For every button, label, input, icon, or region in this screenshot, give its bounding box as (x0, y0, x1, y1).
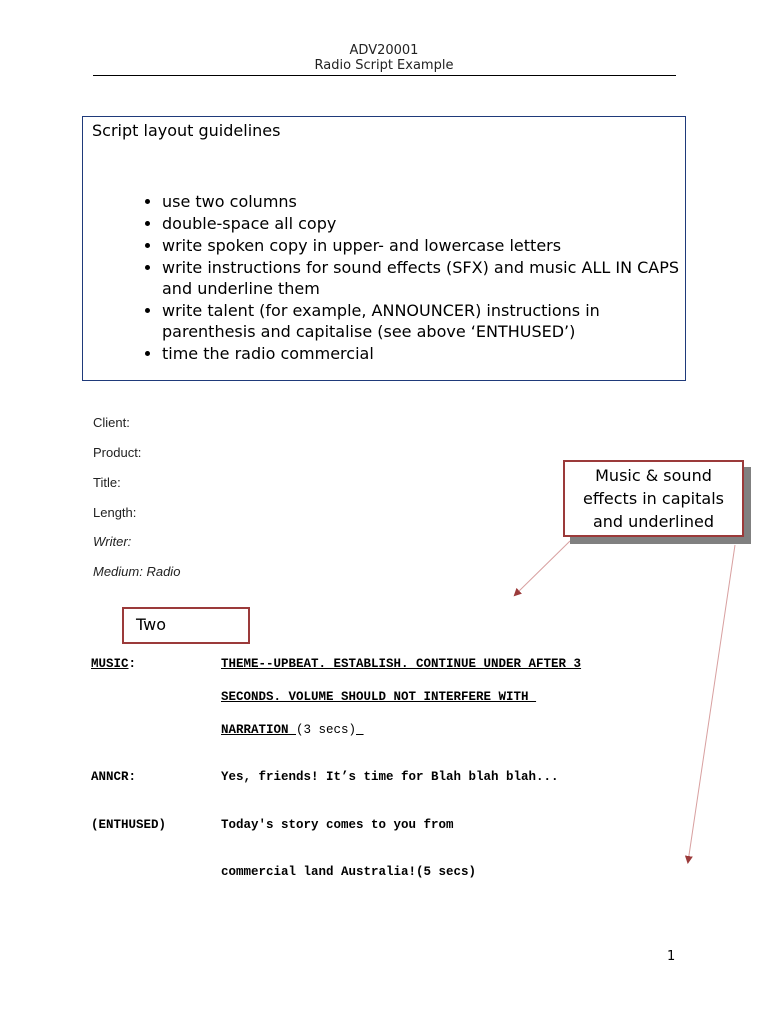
product-label: Product: (93, 445, 142, 460)
callout-line: effects in capitals (583, 489, 724, 508)
music-line-3 (221, 723, 364, 737)
page-number: 1 (667, 949, 676, 964)
writer-label: Writer: (93, 534, 132, 549)
enthused-label: (ENTHUSED) (91, 818, 167, 832)
course-code: ADV20001 (349, 43, 419, 58)
callout-box (563, 460, 744, 537)
enthused-line-2: commercial land Australia!(5 secs) (221, 865, 477, 879)
medium-label: Medium: Radio (93, 564, 181, 579)
music-label-text: MUSIC (91, 657, 129, 671)
guideline-item: • write talent (for example, ANNOUNCER) instructions in parenthesis and capitalise (see above ‘ENTHUSED’) (162, 300, 682, 342)
guideline-item: • write instructions for sound effects (SFX) and music ALL IN CAPS and underline them (162, 257, 682, 299)
guideline-item: • double-space all copy (162, 213, 682, 234)
music-time: (3 secs) (296, 723, 357, 737)
music-line-2-text: SECONDS. VOLUME SHOULD NOT INTERFERE WITH (221, 690, 537, 704)
annc-line: Yes, friends! It’s time for Blah blah blah... (221, 770, 559, 784)
music-line-1-text: THEME--UPBEAT. ESTABLISH. CONTINUE UNDER AFTER 3 (221, 657, 582, 671)
guideline-item: • use two columns (162, 191, 682, 212)
music-line-1 (221, 657, 581, 671)
document-title: Radio Script Example (314, 58, 454, 73)
guideline-item: • write spoken copy in upper- and lowercase letters (162, 235, 682, 256)
callout-line: and underlined (592, 512, 715, 531)
enthused-line-1: Today's story comes to you from (221, 818, 454, 832)
two-columns-box: Two (122, 607, 250, 644)
music-line-3-text: NARRATION (221, 723, 297, 737)
client-label: Client: (93, 415, 130, 430)
annc-label: ANNCR: (91, 770, 137, 784)
music-label (91, 657, 136, 671)
callout-line: Music & sound (595, 466, 712, 485)
length-label: Length: (93, 505, 137, 520)
guideline-item: • time the radio commercial (162, 343, 682, 364)
music-line-2 (221, 690, 536, 704)
title-label: Title: (93, 475, 121, 490)
guidelines-title: Script layout guidelines (92, 121, 281, 140)
colon: : (128, 657, 137, 671)
